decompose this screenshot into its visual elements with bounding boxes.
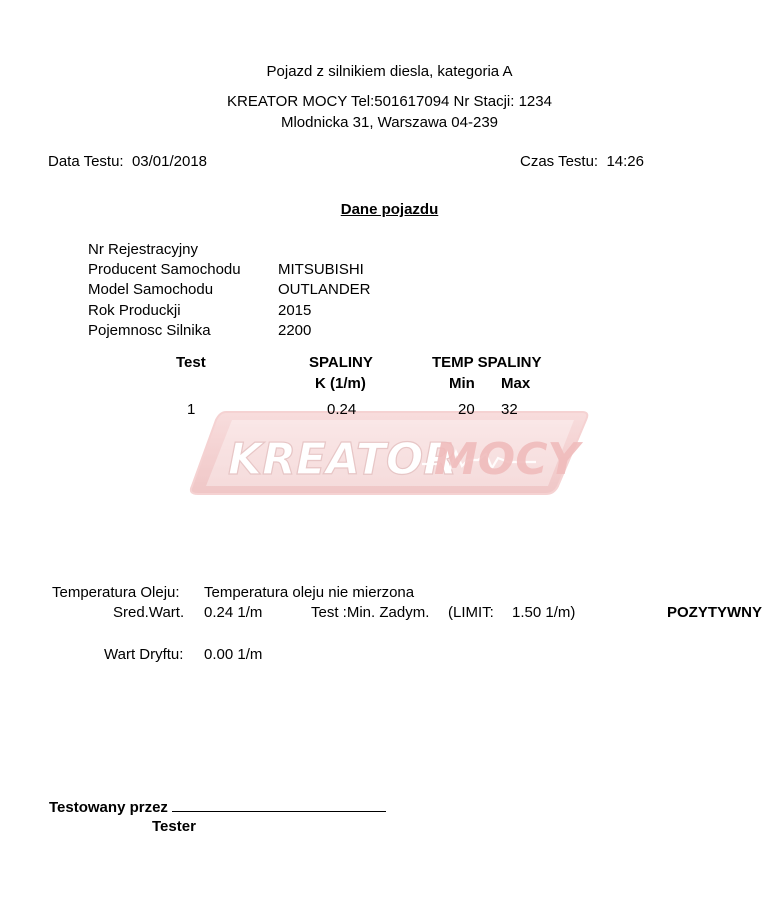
- drift-value: 0.00 1/m: [204, 646, 263, 663]
- vehicle-section-title: Dane pojazdu: [340, 201, 439, 218]
- test-date-label: Data Testu:: [48, 153, 124, 170]
- drift-label: Wart Dryftu:: [104, 646, 184, 663]
- avg-value: 0.24 1/m: [204, 604, 263, 621]
- tested-by: [49, 797, 386, 816]
- col-header-min: Min: [449, 375, 475, 392]
- col-header-smoke-unit: K (1/m): [315, 375, 366, 392]
- header-line-3: Mlodnicka 31, Warszawa 04-239: [280, 114, 499, 131]
- avg-label: Sred.Wart.: [113, 604, 185, 621]
- vehicle-row-label: Rok Produckji: [88, 302, 181, 319]
- vehicle-row-label: Nr Rejestracyjny: [88, 241, 199, 258]
- vehicle-row-label: Pojemnosc Silnika: [88, 322, 211, 339]
- test-time-label: Czas Testu:: [520, 153, 599, 170]
- header-line-1: Pojazd z silnikiem diesla, kategoria A: [266, 63, 513, 80]
- test-time: [520, 153, 644, 170]
- vehicle-row-label: Model Samochodu: [88, 281, 214, 298]
- row-temp-max: 32: [501, 401, 518, 418]
- col-header-max: Max: [501, 375, 531, 392]
- vehicle-row-value: OUTLANDER: [278, 281, 371, 298]
- vehicle-row-value: 2200: [278, 322, 312, 339]
- row-smoke-value: 0.24: [327, 401, 357, 418]
- row-temp-min: 20: [458, 401, 475, 418]
- header-line-2: KREATOR MOCY Tel:501617094 Nr Stacji: 1234: [227, 93, 552, 110]
- limit-label: (LIMIT:: [448, 604, 494, 621]
- limit-value: 1.50 1/m): [512, 604, 576, 621]
- test-date: [48, 153, 207, 170]
- test-type-label: Test :Min. Zadym.: [311, 604, 430, 621]
- test-date-value: 03/01/2018: [131, 153, 208, 170]
- oil-temp-label: Temperatura Oleju:: [52, 584, 180, 601]
- col-header-test: Test: [176, 354, 206, 371]
- tester-label: Tester: [152, 818, 196, 835]
- vehicle-row-value: 2015: [278, 302, 312, 319]
- vehicle-row-label: Producent Samochodu: [88, 261, 241, 278]
- vehicle-row-value: MITSUBISHI: [278, 261, 364, 278]
- result-badge: POZYTYWNY: [667, 604, 763, 621]
- kreator-mocy-watermark-logo: [186, 406, 590, 498]
- signature-line: [172, 797, 386, 812]
- oil-temp-value: Temperatura oleju nie mierzona: [204, 584, 415, 601]
- col-header-temp: TEMP SPALINY: [432, 354, 542, 371]
- tested-by-label: Testowany przez: [49, 799, 168, 816]
- svg-text:KREATOR: KREATOR: [228, 434, 458, 485]
- row-test-number: 1: [187, 401, 196, 418]
- test-time-value: 14:26: [606, 153, 644, 170]
- svg-text:MOCY: MOCY: [434, 434, 580, 485]
- col-header-smoke: SPALINY: [309, 354, 373, 371]
